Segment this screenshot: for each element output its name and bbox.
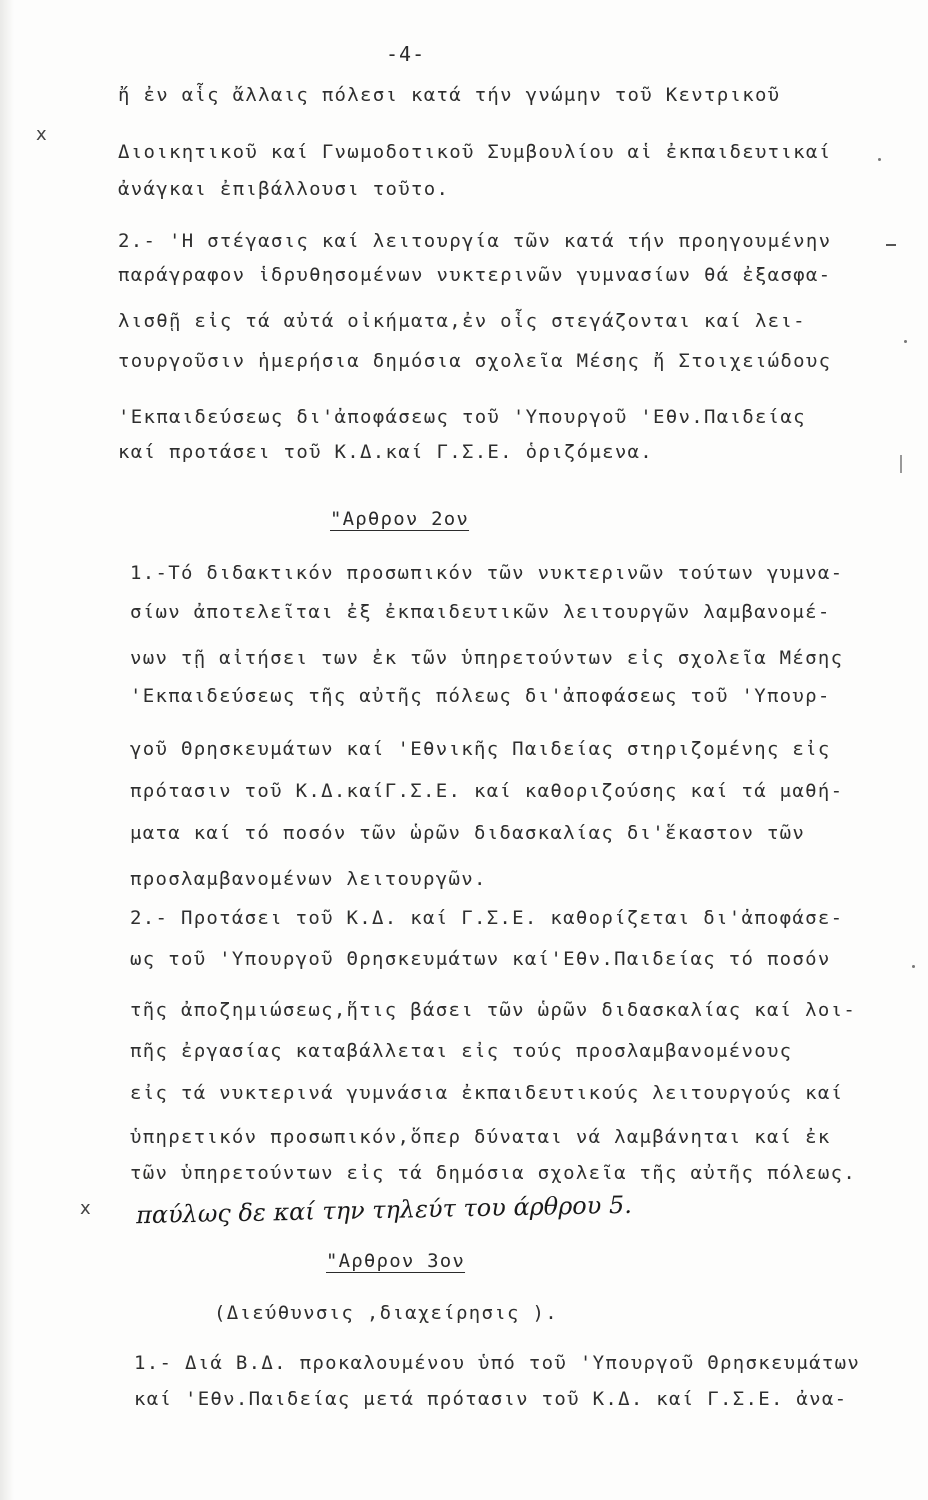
text-line: παράγραφον ἱδρυθησομένων νυκτερινῶν γυμνασίων θά ἐξασφα-: [118, 264, 832, 286]
text-line: τῆς ἀποζημιώσεως,ἥτις βάσει τῶν ὡρῶν διδασκαλίας καί λοι-: [130, 999, 857, 1021]
text-line: λισθῇ εἰς τά αὐτά οἰκήματα,ἐν οἷς στεγάζονται καί λει-: [118, 310, 806, 332]
text-line: τουργοῦσιν ἡμερήσια δημόσια σχολεῖα Μέσης ἤ Στοιχειώδους: [118, 350, 832, 372]
text-line: ως τοῦ 'Υπουργοῦ Θρησκευμάτων καί'Εθν.Παιδείας τό ποσόν: [130, 948, 831, 970]
text-line: Διοικητικοῦ καί Γνωμοδοτικοῦ Συμβουλίου αἱ ἐκπαιδευτικαί: [118, 141, 832, 163]
scan-edge-shadow: [0, 0, 14, 1500]
margin-dot: [912, 965, 915, 968]
text-line: 1.- Διά Β.Δ. προκαλουμένου ὑπό τοῦ 'Υπουργοῦ Θρησκευμάτων: [134, 1352, 861, 1374]
text-line: νων τῇ αἰτήσει των ἐκ τῶν ὑπηρετούντων εἰς σχολεῖα Μέσης: [130, 647, 844, 669]
text-line: καί προτάσει τοῦ Κ.Δ.καί Γ.Σ.Ε. ὁριζόμενα.: [118, 441, 654, 463]
text-line: 1.-Τό διδακτικόν προσωπικόν τῶν νυκτερινῶν τούτων γυμνα-: [130, 562, 844, 584]
margin-tick: [900, 455, 902, 473]
article-heading: "Αρθρον 3ον: [326, 1250, 466, 1272]
text-line: ματα καί τό ποσόν τῶν ὡρῶν διδασκαλίας δι'ἕκαστον τῶν: [130, 822, 806, 844]
text-line: γοῦ Θρησκευμάτων καί 'Εθνικῆς Παιδείας στηριζομένης εἰς: [130, 738, 831, 760]
margin-cross-mark: x: [36, 124, 47, 145]
text-line: 2.- 'Η στέγασις καί λειτουργία τῶν κατά τήν προηγουμένην: [118, 230, 832, 252]
text-line: πρότασιν τοῦ Κ.Δ.καίΓ.Σ.Ε. καί καθοριζούσης καί τά μαθή-: [130, 780, 844, 802]
text-line: σίων ἀποτελεῖται ἐξ ἐκπαιδευτικῶν λειτουργῶν λαμβανομέ-: [130, 601, 831, 623]
margin-dash: [886, 244, 896, 246]
text-line: 2.- Προτάσει τοῦ Κ.Δ. καί Γ.Σ.Ε. καθορίζεται δι'ἀποφάσε-: [130, 907, 844, 929]
margin-dot: [904, 340, 907, 343]
section-subtitle: (Διεύθυνσις ,διαχείρησις ).: [214, 1302, 558, 1324]
handwritten-annotation: παύλως δε καί την τηλεύτ του άρθρου 5.: [135, 1190, 633, 1230]
text-line: πῆς ἐργασίας καταβάλλεται εἰς τούς προσλαμβανομένους: [130, 1040, 793, 1062]
margin-cross-mark: x: [80, 1198, 91, 1219]
article-heading: "Αρθρον 2ον: [330, 508, 470, 530]
text-line: καί 'Εθν.Παιδείας μετά πρότασιν τοῦ Κ.Δ. καί Γ.Σ.Ε. ἀνα-: [134, 1388, 848, 1410]
text-line: 'Εκπαιδεύσεως τῆς αὐτῆς πόλεως δι'ἀποφάσεως τοῦ 'Υπουρ-: [130, 685, 831, 707]
text-line: ἀνάγκαι ἐπιβάλλουσι τοῦτο.: [118, 178, 450, 200]
text-line: ὑπηρετικόν προσωπικόν,ὅπερ δύναται νά λαμβάνηται καί ἐκ: [130, 1126, 831, 1148]
text-line: ἤ ἐν αἷς ἄλλαις πόλεσι κατά τήν γνώμην τοῦ Κεντρικοῦ: [118, 84, 781, 106]
text-line: 'Εκπαιδεύσεως δι'ἀποφάσεως τοῦ 'Υπουργοῦ 'Εθν.Παιδείας: [118, 406, 806, 428]
margin-dot: [878, 158, 881, 161]
text-line: προσλαμβανομένων λειτουργῶν.: [130, 868, 487, 890]
page-number: -4-: [386, 42, 426, 66]
text-line: τῶν ὑπηρετούντων εἰς τά δημόσια σχολεῖα τῆς αὐτῆς πόλεως.: [130, 1162, 857, 1184]
text-line: εἰς τά νυκτερινά γυμνάσια ἐκπαιδευτικούς λειτουργούς καί: [130, 1082, 844, 1104]
